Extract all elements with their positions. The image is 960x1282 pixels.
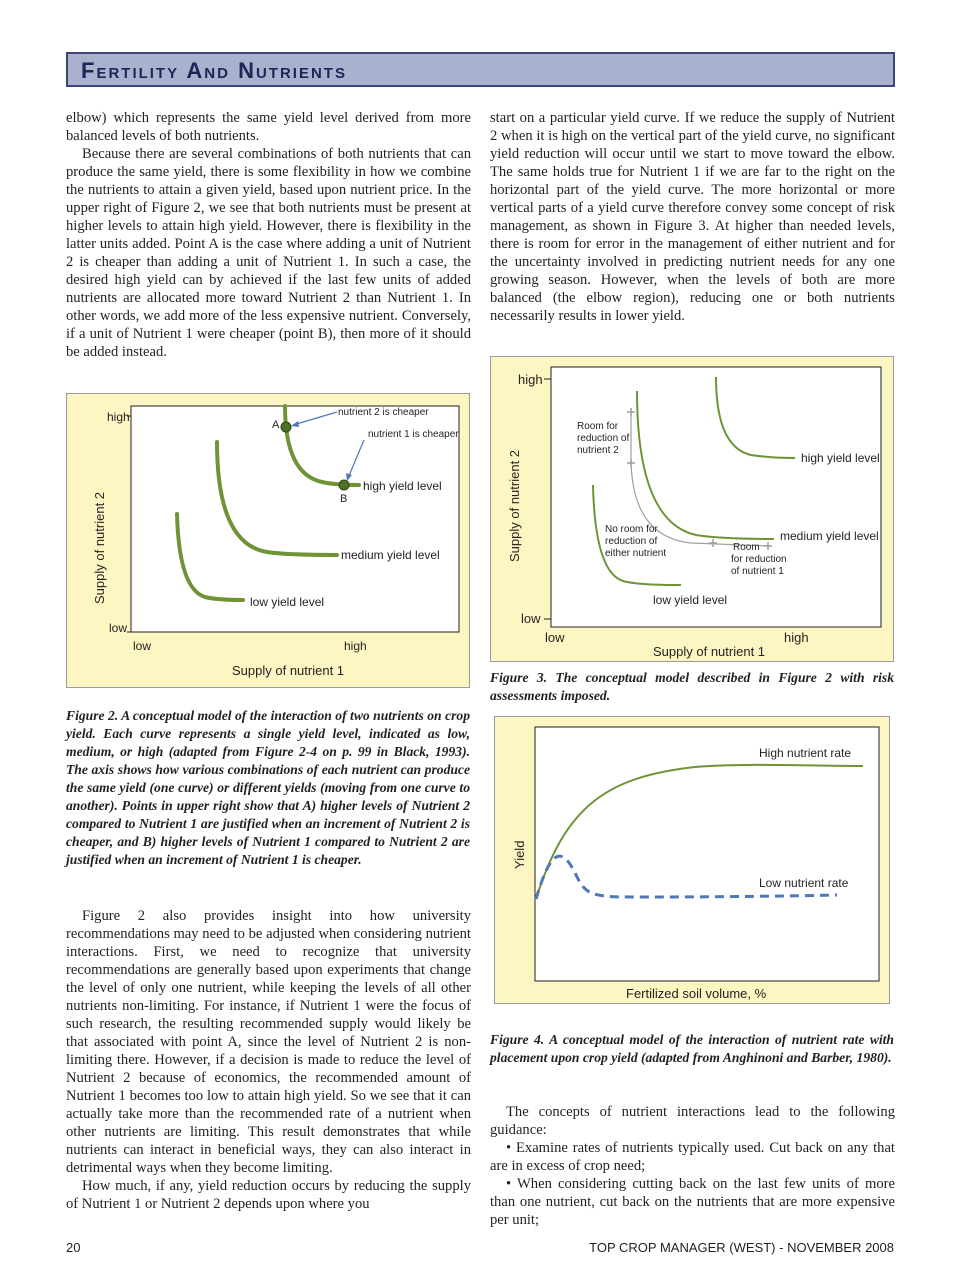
fig3-room2-line3: nutrient 2 bbox=[577, 445, 619, 456]
right-bullet-1: • Examine rates of nutrients typically used. Cut back on any that are in excess of crop need; bbox=[490, 1140, 895, 1174]
fig2-note-b: nutrient 1 is cheaper bbox=[368, 429, 459, 440]
fig3-noroom-line1: No room for bbox=[605, 524, 658, 535]
right-bullet-2: • When considering cutting back on the last few units of more than one nutrient, cut back on the nutrients that are more expensive per unit; bbox=[490, 1176, 895, 1228]
fig4-xlabel: Fertilized soil volume, % bbox=[626, 986, 767, 1001]
fig3-x-high: high bbox=[784, 630, 809, 645]
figure-3 bbox=[490, 356, 894, 662]
fig2-xlabel: Supply of nutrient 1 bbox=[232, 663, 345, 678]
right-column-top bbox=[490, 109, 895, 325]
left-column-top bbox=[66, 109, 471, 361]
fig2-y-low: low bbox=[109, 621, 128, 635]
page-number: 20 bbox=[66, 1240, 81, 1255]
figure-2-caption: Figure 2. A conceptual model of the interaction of two nutrients on crop yield. Each curve represents a single yield level, indicated as low, medium, or high (adapted from Figure 2-4 on p. 99 in Black, 1993). The axis shows how various combinations of each nutrient can produce the same yield (one curve) or different yields (moving from one curve to another). Points in upper right show that A) higher levels of Nutrient 2 compared to Nutrient 1 are justified when an increment of Nutrient 2 is cheaper, and B) higher levels of Nutrient 1 compared to Nutrient 2 are justified when an increment of Nutrient 1 is cheaper. bbox=[66, 708, 470, 867]
fig3-y-high: high bbox=[518, 372, 543, 387]
figure-4 bbox=[494, 716, 890, 1004]
section-banner bbox=[66, 52, 895, 87]
fig2-medium-label: medium yield level bbox=[341, 548, 440, 562]
fig2-x-low: low bbox=[133, 639, 152, 653]
fig3-room1-line3: of nutrient 1 bbox=[731, 566, 784, 577]
left-para-3: Figure 2 also provides insight into how university recommendations may need to be adjusted when considering nutrient interactions. First, we need to recognize that university recommendations are generally based upon experiments that change the level of only one nutrient, while keeping the levels of all other nutrients non-limiting. For instance, if Nutrient 1 were the focus of such research, the resulting recommended supply would likely be that associated with point A, since the level of Nutrient 2 is non-limiting there. However, if a decision is made to reduce the level of Nutrient 2 because of economics, the recommended amount of Nutrient 1 becomes too low to attain high yield. So we see that it can actually take more than the recommended rate of a nutrient when other nutrients are limiting. This result demonstrates that while nutrients can interact in beneficial ways, they can also interact in detrimental ways when they become limiting. bbox=[66, 908, 471, 1176]
left-column-bottom bbox=[66, 907, 471, 1213]
fig3-noroom-line3: either nutrient bbox=[605, 548, 667, 559]
fig4-low-label: Low nutrient rate bbox=[759, 876, 849, 890]
fig2-label-a: A bbox=[272, 419, 280, 431]
fig2-ylabel: Supply of nutrient 2 bbox=[92, 491, 107, 604]
fig2-point-a bbox=[281, 422, 291, 432]
fig2-low-label: low yield level bbox=[250, 595, 325, 609]
right-para-1: start on a particular yield curve. If we reduce the supply of Nutrient 2 when it is high on the vertical part of the yield curve, no significant yield reduction will occur until we start to move toward the elbow. The same holds true for Nutrient 1 if we are far to the right on the horizontal part of the yield curve. The more horizontal or more vertical parts of a yield curve therefore convey some concept of risk management, as shown in Figure 3. At higher than needed levels, there is room for error in the management of either nutrient and for the uncertainty involved in predicting nutrient needs for any one growing season. However, when the levels of both are more balanced (the elbow region), reducing one or both nutrients necessarily results in lower yield. bbox=[490, 110, 895, 324]
fig3-ylabel: Supply of nutrient 2 bbox=[507, 449, 522, 562]
fig2-y-high: high bbox=[107, 410, 130, 424]
fig3-medium-label: medium yield level bbox=[780, 529, 879, 543]
publication-footer: TOP CROP MANAGER (WEST) - NOVEMBER 2008 bbox=[589, 1240, 894, 1255]
right-column-bottom bbox=[490, 1103, 895, 1229]
left-para-2: Because there are several combinations of both nutrients that can produce the same yield, there is some flexibility in how we combine the nutrients to attain a given yield, based upon nutrient price. In the upper right of Figure 2, we see that both nutrients must be present at higher levels to attain high yield. However, there is flexibility in the latter units added. Point A is the case where adding a unit of Nutrient 2 is cheaper than adding a unit of Nutrient 1. In such a case, the desired high yield can by achieved if the last few units of added nutrients are allocated more toward Nutrient 2 than Nutrient 1. In other words, we add more of the less expensive nutrient. Conversely, if a unit of Nutrient 1 were cheaper (point B), then more of it should be added instead. bbox=[66, 146, 471, 360]
fig3-low-label: low yield level bbox=[653, 593, 728, 607]
fig4-high-label: High nutrient rate bbox=[759, 746, 852, 760]
fig3-noroom-line2: reduction of bbox=[605, 536, 658, 547]
left-para-1: elbow) which represents the same yield level derived from more balanced levels of both nutrients. bbox=[66, 110, 471, 144]
figure-4-chart bbox=[495, 717, 891, 1005]
figure-2-chart bbox=[67, 394, 471, 689]
left-para-4: How much, if any, yield reduction occurs by reducing the supply of Nutrient 1 or Nutrient 2 depends upon where you bbox=[66, 1178, 471, 1212]
fig3-room1-line1: Room bbox=[733, 542, 760, 553]
fig3-room2-line1: Room for bbox=[577, 421, 619, 432]
fig2-high-label: high yield level bbox=[363, 479, 442, 493]
fig4-ylabel: Yield bbox=[512, 840, 527, 869]
fig2-note-a: nutrient 2 is cheaper bbox=[338, 407, 429, 418]
fig2-point-b bbox=[339, 480, 349, 490]
fig3-y-low: low bbox=[521, 611, 541, 626]
fig3-room2-line2: reduction of bbox=[577, 433, 630, 444]
figure-3-chart bbox=[491, 357, 895, 663]
section-title: Fertility And Nutrients bbox=[81, 58, 347, 83]
figure-2 bbox=[66, 393, 470, 688]
fig3-xlabel: Supply of nutrient 1 bbox=[653, 644, 766, 659]
fig2-x-high: high bbox=[344, 639, 367, 653]
right-para-2: The concepts of nutrient interactions lead to the following guidance: bbox=[490, 1104, 895, 1138]
fig3-room1-line2: for reduction bbox=[731, 554, 787, 565]
figure-3-caption: Figure 3. The conceptual model described in Figure 2 with risk assessments imposed. bbox=[490, 670, 894, 703]
fig3-x-low: low bbox=[545, 630, 565, 645]
fig2-label-b: B bbox=[340, 493, 348, 505]
figure-4-caption: Figure 4. A conceptual model of the interaction of nutrient rate with placement upon crop yield (adapted from Anghinoni and Barber, 1980). bbox=[490, 1032, 894, 1065]
fig3-high-label: high yield level bbox=[801, 451, 880, 465]
fig3-plot-area bbox=[551, 367, 881, 627]
